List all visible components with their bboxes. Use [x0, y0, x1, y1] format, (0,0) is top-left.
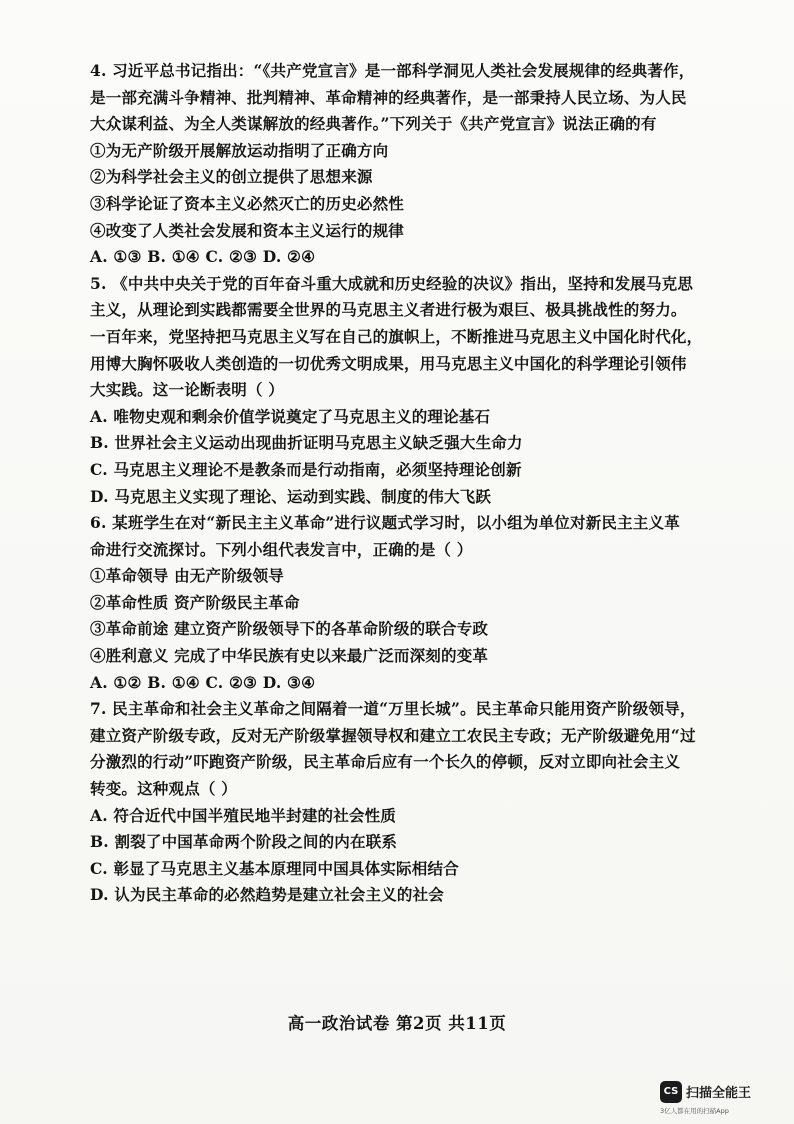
answer-options: A. ①③ B. ①④ C. ②③ D. ②④: [90, 247, 316, 267]
text-line: ④胜利意义 完成了中华民族有史以来最广泛而深刻的变革: [90, 646, 489, 666]
camscanner-logo-icon: CS: [660, 1081, 682, 1103]
text-line: 用博大胸怀吸收人类创造的一切优秀文明成果，用马克思主义中国化的科学理论引领伟: [90, 353, 687, 373]
text-line: 大实践。这一论断表明（ ）: [90, 380, 284, 400]
text-line: 大众谋利益、为全人类谋解放的经典著作。”下列关于《共产党宣言》说法正确的有: [90, 114, 657, 134]
text-line: C. 彰显了马克思主义基本原理同中国具体实际相结合: [90, 858, 459, 878]
text-line: 一百年来，党坚持把马克思主义写在自己的旗帜上，不断推进马克思主义中国化时代化，: [90, 326, 703, 346]
text-line: B. 割裂了中国革命两个阶段之间的内在联系: [90, 832, 398, 852]
text-line: ③革命前途 建立资产阶级领导下的各革命阶级的联合专政: [90, 619, 489, 639]
text-line: ②革命性质 资产阶级民主革命: [90, 592, 300, 612]
watermark-title: 扫描全能王: [686, 1086, 752, 1101]
text-line: ④改变了人类社会发展和资本主义运行的规律: [90, 220, 405, 240]
text-line: A. 唯物史观和剩余价值学说奠定了马克思主义的理论基石: [90, 406, 491, 426]
text-line: ①革命领导 由无产阶级领导: [90, 566, 284, 586]
text-line: D. 马克思主义实现了理论、运动到实践、制度的伟大飞跃: [90, 486, 492, 506]
text-line: A. 符合近代中国半殖民地半封建的社会性质: [90, 805, 397, 825]
text-line: 转变。这种观点（ ）: [90, 779, 237, 799]
page-footer: 高一政治试卷 第2页 共11页: [287, 1014, 507, 1033]
text-line: 7. 民主革命和社会主义革命之间隔着一道“万里长城”。民主革命只能用资产阶级领导，: [90, 699, 696, 719]
text-line: 是一部充满斗争精神、批判精神、革命精神的经典著作，是一部秉持人民立场、为人民: [90, 87, 687, 107]
watermark-subtitle: 3亿人都在用的扫描App: [660, 1107, 729, 1115]
text-line: 4. 习近平总书记指出：“《共产党宣言》是一部科学洞见人类社会发展规律的经典著作，: [90, 61, 695, 80]
text-line: ③科学论证了资本主义必然灭亡的历史必然性: [90, 193, 405, 213]
text-line: ①为无产阶级开展解放运动指明了正确方向: [90, 140, 389, 160]
text-line: 建立资产阶级专政，反对无产阶级掌握领导权和建立工农民主专政；无产阶级避免用“过: [90, 725, 696, 745]
text-line: D. 认为民主革命的必然趋势是建立社会主义的社会: [90, 885, 444, 905]
question-block: [90, 58, 730, 909]
text-line: C. 马克思主义理论不是教条而是行动指南，必须坚持理论创新: [90, 459, 522, 479]
answer-options: A. ①② B. ①④ C. ②③ D. ③④: [90, 672, 316, 692]
text-line: 命进行交流探讨。下列小组代表发言中，正确的是（ ）: [90, 539, 473, 559]
scanner-watermark: [660, 1079, 780, 1119]
text-line: 5. 《中共中央关于党的百年奋斗重大成就和历史经验的决议》指出，坚持和发展马克思: [90, 273, 694, 293]
text-line: B. 世界社会主义运动出现曲折证明马克思主义缺乏强大生命力: [90, 433, 523, 453]
text-line: 6. 某班学生在对“新民主主义革命”进行议题式学习时，以小组为单位对新民主主义革: [90, 513, 680, 533]
text-line: 主义，从理论到实践都需要全世界的马克思主义者进行极为艰巨、极具挑战性的努力。: [90, 300, 687, 320]
text-line: ②为科学社会主义的创立提供了思想来源: [90, 167, 373, 187]
text-line: 分激烈的行动”吓跑资产阶级，民主革命后应有一个长久的停顿，反对立即向社会主义: [90, 752, 681, 772]
